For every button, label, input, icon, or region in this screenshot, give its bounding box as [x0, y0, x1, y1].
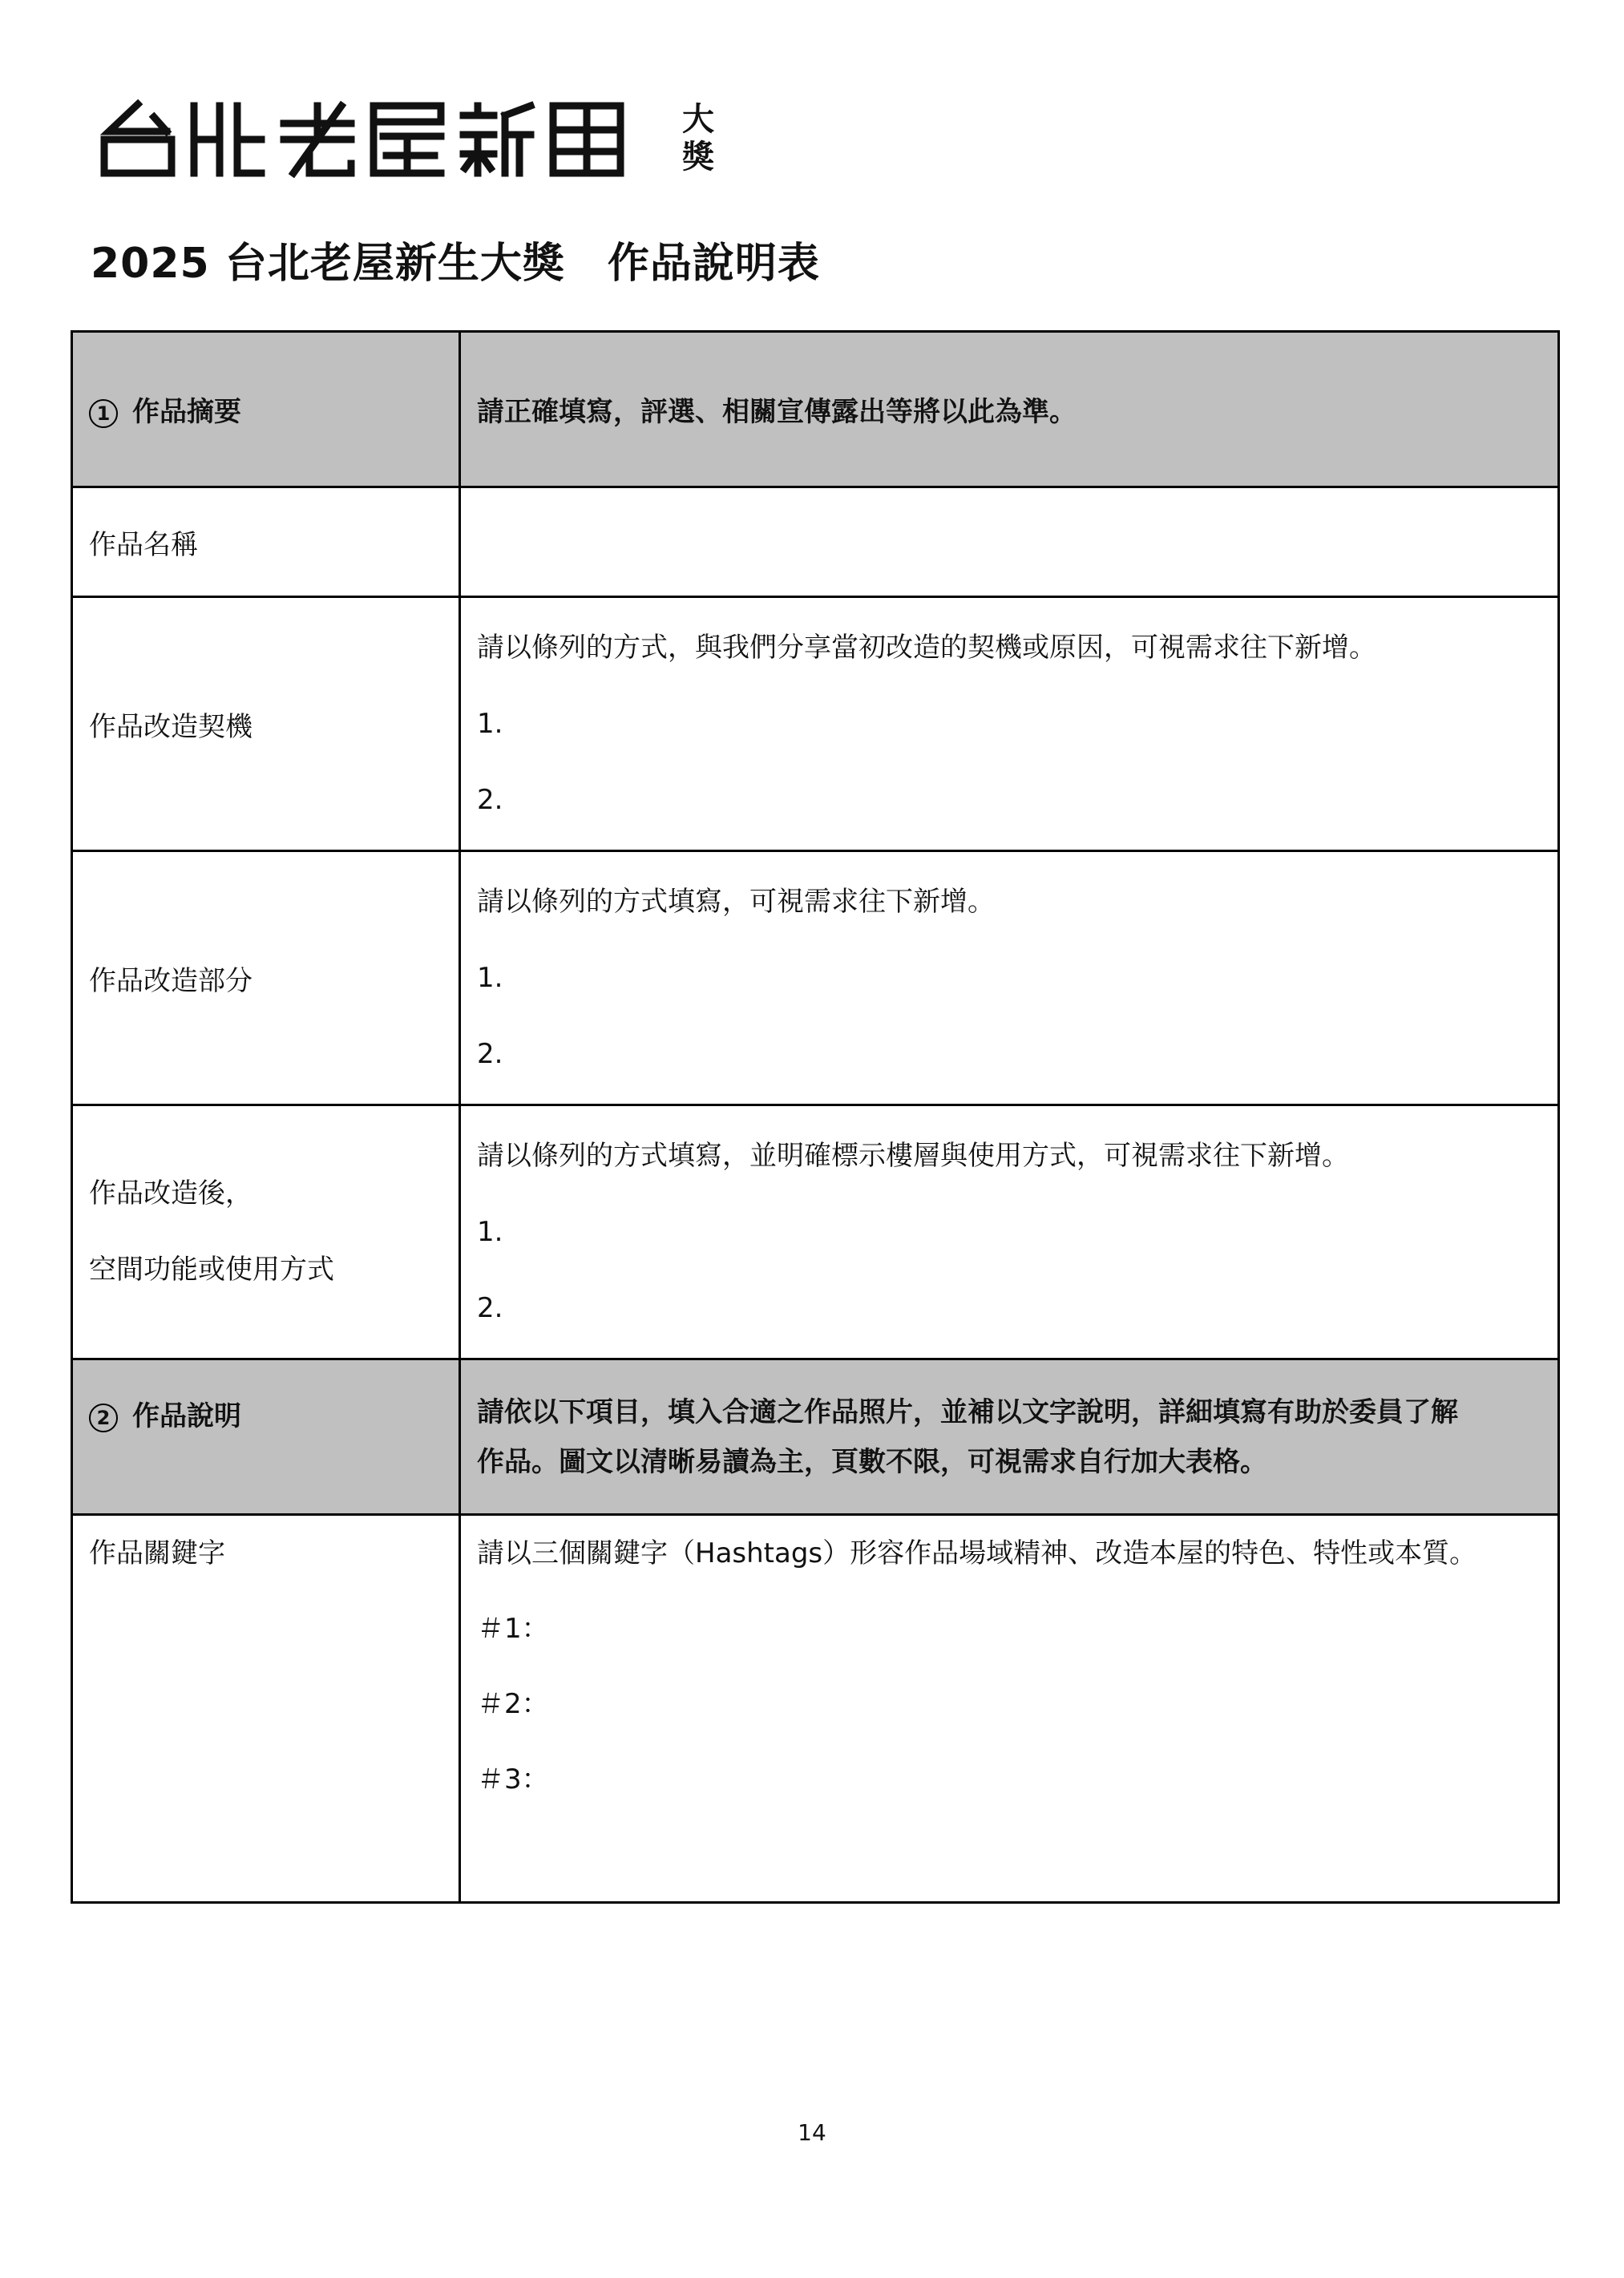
- hashtag-item: ＃3：: [477, 1763, 549, 1795]
- list-item: 2.: [477, 783, 503, 816]
- section-header-description: [72, 1359, 1559, 1515]
- form-row-after: [72, 1105, 1559, 1359]
- page-title: 2025 台北老屋新生大獎 作品說明表: [91, 240, 820, 288]
- field-label-after: [72, 1105, 460, 1359]
- field-label-line: 作品改造後，: [89, 1177, 252, 1210]
- logo: [98, 99, 723, 180]
- section-label: 作品摘要: [132, 396, 241, 428]
- section-number-badge: 1: [89, 399, 118, 428]
- field-label-keywords: [72, 1515, 460, 1903]
- field-input-parts[interactable]: [460, 851, 1559, 1105]
- section-label-cell: [72, 332, 460, 487]
- form-row-parts: [72, 851, 1559, 1105]
- page-number: 14: [798, 2119, 826, 2146]
- hashtag-item: ＃1：: [477, 1613, 549, 1645]
- field-input-name[interactable]: [460, 487, 1559, 597]
- field-label-parts: 作品改造部分: [72, 851, 460, 1105]
- field-label-motive: 作品改造契機: [72, 597, 460, 851]
- list-item: 2.: [477, 1037, 503, 1070]
- logo-wordmark: [98, 99, 643, 180]
- section-note: 請正確填寫，評選、相關宣傳露出等將以此為準。: [460, 332, 1559, 487]
- field-input-keywords[interactable]: [460, 1515, 1559, 1903]
- logo-award-mark: 大 獎: [682, 101, 714, 176]
- instruction-text: 請以條列的方式填寫，可視需求往下新增。: [477, 885, 995, 918]
- instruction-text: 請以條列的方式，與我們分享當初改造的契機或原因，可視需求往下新增。: [477, 631, 1376, 664]
- list-item: 1.: [477, 707, 503, 740]
- section-label: 作品說明: [132, 1400, 241, 1432]
- section-note-line: 請依以下項目，填入合適之作品照片，並補以文字說明，詳細填寫有助於委員了解: [477, 1395, 1458, 1428]
- instruction-text: 請以條列的方式填寫，並明確標示樓層與使用方式，可視需求往下新增。: [477, 1139, 1349, 1172]
- field-label-line: 作品關鍵字: [89, 1537, 225, 1569]
- form-row-keywords: [72, 1515, 1559, 1903]
- entry-form-table: [71, 330, 1560, 1904]
- section-number-badge: 2: [89, 1404, 118, 1432]
- section-note-line: 作品。圖文以清晰易讀為主，頁數不限，可視需求自行加大表格。: [477, 1445, 1267, 1478]
- section-header-summary: [72, 332, 1559, 487]
- field-label-line: 空間功能或使用方式: [89, 1254, 334, 1286]
- list-item: 1.: [477, 961, 503, 994]
- instruction-text: 請以三個關鍵字（Hashtags）形容作品場域精神、改造本屋的特色、特性或本質。: [477, 1537, 1477, 1569]
- form-row-motive: [72, 597, 1559, 851]
- section-label-cell: [72, 1359, 460, 1515]
- section-note: [460, 1359, 1559, 1515]
- field-input-after[interactable]: [460, 1105, 1559, 1359]
- list-item: 2.: [477, 1291, 503, 1324]
- list-item: 1.: [477, 1215, 503, 1248]
- form-row-name: [72, 487, 1559, 597]
- field-input-motive[interactable]: [460, 597, 1559, 851]
- field-label-name: 作品名稱: [72, 487, 460, 597]
- hashtag-item: ＃2：: [477, 1688, 549, 1720]
